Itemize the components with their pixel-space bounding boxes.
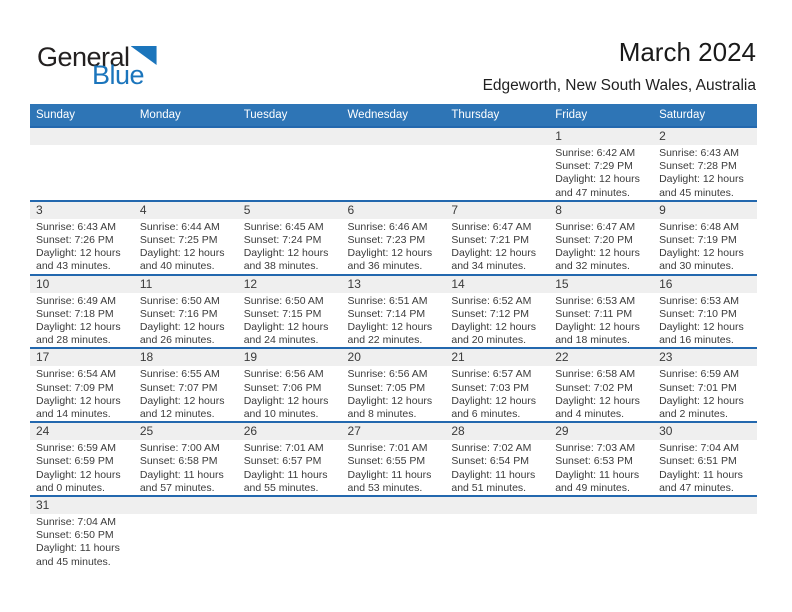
day-detail-line: Daylight: 12 hours [451, 247, 537, 260]
day-detail-line: and 30 minutes. [659, 260, 734, 273]
day-detail-line: Sunrise: 6:42 AM [555, 147, 636, 159]
empty-day-cell [549, 496, 653, 569]
day-detail-line: Sunrise: 6:48 AM [659, 220, 740, 233]
day-detail-line: Sunset: 7:20 PM [555, 234, 633, 247]
day-details [30, 514, 134, 569]
day-cell-13 [342, 275, 446, 349]
day-number: 11 [134, 276, 238, 293]
day-cell-18 [134, 348, 238, 422]
day-details [342, 219, 446, 274]
day-cell-31 [30, 496, 134, 569]
day-detail-line: Sunrise: 6:56 AM [243, 368, 324, 381]
day-details [238, 514, 342, 516]
day-number [238, 497, 342, 514]
day-detail-line: Sunset: 7:29 PM [555, 160, 633, 173]
day-cell-24 [30, 422, 134, 496]
day-detail-line: Sunset: 7:10 PM [659, 307, 737, 320]
day-detail-line: Sunset: 7:21 PM [451, 234, 530, 247]
empty-day-cell [342, 127, 446, 201]
day-detail-line: Sunrise: 7:04 AM [659, 442, 740, 455]
day-detail-line: Daylight: 12 hours [659, 321, 744, 334]
page-title: March 2024 [618, 37, 756, 67]
day-details [30, 366, 134, 421]
day-detail-line: Daylight: 12 hours [243, 321, 329, 334]
day-header-tuesday: Tuesday [238, 104, 342, 127]
day-detail-line: Sunset: 7:12 PM [451, 307, 530, 320]
day-detail-line: Sunset: 7:15 PM [243, 307, 322, 320]
day-number: 9 [653, 202, 757, 219]
day-detail-line: Sunset: 6:50 PM [36, 529, 114, 542]
day-details [549, 440, 653, 495]
calendar-body [30, 127, 757, 569]
day-details [653, 219, 757, 274]
day-detail-line: Sunset: 7:11 PM [555, 307, 633, 320]
day-detail-line: Daylight: 11 hours [243, 468, 328, 481]
day-details [653, 293, 757, 348]
day-number: 29 [549, 423, 653, 440]
day-details [30, 145, 134, 147]
day-number [238, 128, 342, 145]
day-details [342, 366, 446, 421]
day-detail-line: Sunrise: 6:45 AM [243, 220, 324, 233]
day-detail-line: Sunrise: 6:49 AM [36, 294, 116, 307]
day-number [653, 497, 757, 514]
day-detail-line: Daylight: 12 hours [139, 247, 225, 260]
day-detail-line: Sunrise: 6:53 AM [555, 294, 636, 307]
day-detail-line: Sunrise: 7:00 AM [139, 442, 220, 455]
day-detail-line: and 51 minutes. [451, 481, 527, 494]
logo [37, 44, 157, 89]
day-details [445, 293, 549, 348]
day-number: 10 [30, 276, 134, 293]
day-cell-20 [342, 348, 446, 422]
day-detail-line: and 45 minutes. [659, 186, 734, 199]
day-detail-line: Daylight: 11 hours [139, 468, 224, 481]
day-detail-line: Daylight: 12 hours [36, 394, 121, 407]
day-number: 6 [342, 202, 446, 219]
day-number [30, 128, 134, 145]
day-detail-line: Sunrise: 6:43 AM [659, 147, 740, 159]
day-detail-line: and 38 minutes. [243, 260, 319, 273]
day-details [30, 293, 134, 348]
title-block [483, 38, 756, 95]
empty-day-cell [30, 127, 134, 201]
day-number: 20 [342, 349, 446, 366]
empty-day-cell [134, 127, 238, 201]
day-detail-line: Sunrise: 6:43 AM [36, 220, 116, 233]
day-number: 2 [653, 128, 757, 145]
day-detail-line: Daylight: 12 hours [139, 321, 225, 334]
day-cell-5 [238, 201, 342, 275]
day-number: 31 [30, 497, 134, 514]
day-cell-25 [134, 422, 238, 496]
day-number: 13 [342, 276, 446, 293]
day-cell-11 [134, 275, 238, 349]
day-detail-line: and 32 minutes. [555, 260, 630, 273]
day-number: 22 [549, 349, 653, 366]
day-details [653, 145, 757, 200]
logo-text-general: General [37, 42, 130, 72]
day-number [342, 128, 446, 145]
day-detail-line: Daylight: 11 hours [36, 542, 120, 555]
day-details [30, 440, 134, 495]
day-detail-line: Sunset: 6:53 PM [555, 455, 633, 468]
empty-day-cell [238, 127, 342, 201]
day-detail-line: Sunset: 7:16 PM [139, 307, 218, 320]
day-header-thursday: Thursday [445, 104, 549, 127]
day-details [653, 366, 757, 421]
day-detail-line: Sunset: 6:58 PM [139, 455, 218, 468]
day-details [238, 366, 342, 421]
day-detail-line: and 14 minutes. [36, 408, 111, 421]
day-details [134, 366, 238, 421]
day-detail-line: Sunrise: 6:50 AM [243, 294, 324, 307]
day-number: 4 [134, 202, 238, 219]
day-detail-line: Daylight: 12 hours [243, 394, 329, 407]
day-cell-1 [549, 127, 653, 201]
day-details [445, 514, 549, 516]
day-detail-line: and 55 minutes. [243, 481, 319, 494]
day-number: 25 [134, 423, 238, 440]
day-number: 17 [30, 349, 134, 366]
day-details [134, 145, 238, 147]
day-number: 30 [653, 423, 757, 440]
day-detail-line: Sunset: 6:59 PM [36, 455, 114, 468]
day-cell-9 [653, 201, 757, 275]
day-detail-line: and 18 minutes. [555, 334, 630, 347]
day-number: 15 [549, 276, 653, 293]
day-detail-line: Daylight: 11 hours [659, 468, 743, 481]
day-cell-16 [653, 275, 757, 349]
day-detail-line: Sunrise: 6:47 AM [555, 220, 636, 233]
day-detail-line: Sunset: 7:18 PM [36, 307, 114, 320]
day-number: 1 [549, 128, 653, 145]
day-detail-line: and 10 minutes. [243, 408, 319, 421]
day-details [342, 440, 446, 495]
day-detail-line: Sunset: 7:14 PM [347, 307, 426, 320]
day-detail-line: Daylight: 12 hours [555, 247, 640, 260]
day-number [134, 497, 238, 514]
day-detail-line: and 28 minutes. [36, 334, 111, 347]
day-detail-line: Daylight: 12 hours [451, 321, 537, 334]
day-detail-line: and 0 minutes. [36, 481, 105, 494]
week-row [30, 496, 757, 569]
day-detail-line: and 22 minutes. [347, 334, 423, 347]
week-row [30, 127, 757, 201]
day-number: 23 [653, 349, 757, 366]
day-details [445, 219, 549, 274]
day-detail-line: and 47 minutes. [555, 186, 630, 199]
day-detail-line: Sunrise: 7:04 AM [36, 516, 116, 529]
day-detail-line: Sunrise: 7:01 AM [347, 442, 428, 455]
day-cell-23 [653, 348, 757, 422]
empty-day-cell [238, 496, 342, 569]
day-detail-line: and 8 minutes. [347, 408, 417, 421]
day-details [134, 219, 238, 274]
day-detail-line: Sunrise: 6:57 AM [451, 368, 532, 381]
day-detail-line: Sunset: 6:54 PM [451, 455, 530, 468]
empty-day-cell [653, 496, 757, 569]
day-number [445, 128, 549, 145]
week-row [30, 422, 757, 496]
day-details [445, 440, 549, 495]
day-number [342, 497, 446, 514]
day-detail-line: Daylight: 12 hours [243, 247, 329, 260]
day-detail-line: Sunset: 7:26 PM [36, 234, 114, 247]
day-detail-line: Sunrise: 7:03 AM [555, 442, 636, 455]
day-detail-line: Sunrise: 7:01 AM [243, 442, 324, 455]
day-detail-line: Daylight: 12 hours [347, 247, 433, 260]
day-details [445, 366, 549, 421]
page-subtitle: Edgeworth, New South Wales, Australia [482, 76, 756, 94]
day-detail-line: Sunrise: 6:53 AM [659, 294, 740, 307]
day-detail-line: Sunrise: 6:51 AM [347, 294, 428, 307]
day-details [238, 440, 342, 495]
day-details [342, 514, 446, 516]
day-details [30, 219, 134, 274]
day-detail-line: Sunrise: 6:58 AM [555, 368, 636, 381]
day-cell-4 [134, 201, 238, 275]
day-cell-28 [445, 422, 549, 496]
empty-day-cell [134, 496, 238, 569]
day-detail-line: and 57 minutes. [139, 481, 215, 494]
day-detail-line: and 2 minutes. [659, 408, 728, 421]
day-detail-line: Daylight: 11 hours [555, 468, 640, 481]
day-cell-3 [30, 201, 134, 275]
day-cell-8 [549, 201, 653, 275]
day-detail-line: and 16 minutes. [659, 334, 734, 347]
day-cell-17 [30, 348, 134, 422]
empty-day-cell [445, 496, 549, 569]
day-detail-line: Sunset: 7:19 PM [659, 234, 737, 247]
day-details [134, 293, 238, 348]
day-detail-line: Sunset: 7:28 PM [659, 160, 737, 173]
day-details [445, 145, 549, 147]
day-detail-line: Daylight: 12 hours [555, 394, 640, 407]
day-detail-line: and 43 minutes. [36, 260, 111, 273]
day-detail-line: Sunset: 7:03 PM [451, 381, 530, 394]
day-number: 18 [134, 349, 238, 366]
day-detail-line: Sunrise: 6:56 AM [347, 368, 428, 381]
day-details [653, 440, 757, 495]
day-detail-line: Daylight: 12 hours [347, 321, 433, 334]
day-number [445, 497, 549, 514]
day-cell-12 [238, 275, 342, 349]
day-detail-line: Sunset: 7:05 PM [347, 381, 426, 394]
day-detail-line: Daylight: 12 hours [659, 247, 744, 260]
day-details [342, 145, 446, 147]
day-header-monday: Monday [134, 104, 238, 127]
day-detail-line: Sunset: 7:02 PM [555, 381, 633, 394]
day-detail-line: and 4 minutes. [555, 408, 625, 421]
empty-day-cell [445, 127, 549, 201]
day-detail-line: Daylight: 11 hours [347, 468, 432, 481]
day-number: 24 [30, 423, 134, 440]
day-detail-line: Sunrise: 6:59 AM [659, 368, 740, 381]
day-detail-line: Daylight: 12 hours [659, 173, 744, 186]
day-detail-line: Daylight: 11 hours [451, 468, 536, 481]
day-detail-line: Daylight: 12 hours [36, 321, 121, 334]
day-details [549, 219, 653, 274]
day-detail-line: and 20 minutes. [451, 334, 527, 347]
day-cell-29 [549, 422, 653, 496]
day-header-saturday: Saturday [653, 104, 757, 127]
day-detail-line: Sunset: 7:07 PM [139, 381, 218, 394]
day-detail-line: Sunset: 7:09 PM [36, 381, 114, 394]
day-number: 14 [445, 276, 549, 293]
day-number [549, 497, 653, 514]
day-detail-line: and 24 minutes. [243, 334, 319, 347]
day-detail-line: Sunrise: 7:02 AM [451, 442, 532, 455]
day-detail-line: Sunrise: 6:44 AM [139, 220, 220, 233]
day-cell-21 [445, 348, 549, 422]
day-detail-line: Daylight: 12 hours [36, 468, 121, 481]
day-header-wednesday: Wednesday [342, 104, 446, 127]
day-detail-line: Sunset: 7:06 PM [243, 381, 322, 394]
day-detail-line: and 53 minutes. [347, 481, 423, 494]
day-number: 21 [445, 349, 549, 366]
day-cell-2 [653, 127, 757, 201]
day-detail-line: and 26 minutes. [139, 334, 215, 347]
day-detail-line: Daylight: 12 hours [36, 247, 121, 260]
day-detail-line: Daylight: 12 hours [139, 394, 225, 407]
day-detail-line: Sunset: 7:01 PM [659, 381, 737, 394]
day-details [549, 145, 653, 200]
calendar-table [30, 104, 757, 569]
day-number: 12 [238, 276, 342, 293]
day-cell-22 [549, 348, 653, 422]
day-detail-line: Sunrise: 6:52 AM [451, 294, 532, 307]
day-details [549, 293, 653, 348]
day-detail-line: Sunset: 7:25 PM [139, 234, 218, 247]
day-details [238, 145, 342, 147]
day-details [549, 514, 653, 516]
day-number: 28 [445, 423, 549, 440]
day-detail-line: and 47 minutes. [659, 481, 734, 494]
day-details [238, 219, 342, 274]
logo-text-blue: Blue [92, 60, 145, 90]
day-detail-line: Sunrise: 6:50 AM [139, 294, 220, 307]
day-detail-line: Daylight: 12 hours [347, 394, 433, 407]
day-number: 3 [30, 202, 134, 219]
day-details [653, 514, 757, 516]
day-detail-line: Sunset: 7:23 PM [347, 234, 426, 247]
day-detail-line: and 6 minutes. [451, 408, 521, 421]
calendar-header [30, 104, 757, 127]
day-detail-line: Sunrise: 6:54 AM [36, 368, 116, 381]
week-row [30, 275, 757, 349]
day-details [549, 366, 653, 421]
day-cell-6 [342, 201, 446, 275]
day-detail-line: Sunset: 7:24 PM [243, 234, 322, 247]
day-detail-line: and 34 minutes. [451, 260, 527, 273]
day-detail-line: Daylight: 12 hours [555, 321, 640, 334]
day-number: 26 [238, 423, 342, 440]
day-cell-14 [445, 275, 549, 349]
day-detail-line: and 12 minutes. [139, 408, 215, 421]
day-detail-line: and 45 minutes. [36, 555, 111, 568]
day-cell-10 [30, 275, 134, 349]
day-number: 16 [653, 276, 757, 293]
day-detail-line: Sunrise: 6:46 AM [347, 220, 428, 233]
day-cell-19 [238, 348, 342, 422]
day-details [238, 293, 342, 348]
day-detail-line: Daylight: 12 hours [659, 394, 744, 407]
day-details [134, 440, 238, 495]
day-detail-line: Sunrise: 6:55 AM [139, 368, 220, 381]
day-detail-line: and 36 minutes. [347, 260, 423, 273]
day-detail-line: Daylight: 12 hours [555, 173, 640, 186]
day-number: 7 [445, 202, 549, 219]
day-cell-15 [549, 275, 653, 349]
day-number: 5 [238, 202, 342, 219]
day-details [134, 514, 238, 516]
day-cell-27 [342, 422, 446, 496]
day-header-friday: Friday [549, 104, 653, 127]
day-number: 19 [238, 349, 342, 366]
week-row [30, 201, 757, 275]
day-detail-line: Sunset: 6:51 PM [659, 455, 737, 468]
day-cell-7 [445, 201, 549, 275]
calendar [30, 104, 757, 569]
week-row [30, 348, 757, 422]
day-header-sunday: Sunday [30, 104, 134, 127]
day-detail-line: Sunrise: 6:47 AM [451, 220, 532, 233]
day-header-row [30, 104, 757, 127]
day-detail-line: Sunset: 6:57 PM [243, 455, 322, 468]
day-detail-line: Sunset: 6:55 PM [347, 455, 426, 468]
day-detail-line: Sunrise: 6:59 AM [36, 442, 116, 455]
day-detail-line: and 40 minutes. [139, 260, 215, 273]
day-number: 27 [342, 423, 446, 440]
day-number [134, 128, 238, 145]
day-details [342, 293, 446, 348]
day-cell-26 [238, 422, 342, 496]
day-cell-30 [653, 422, 757, 496]
day-detail-line: and 49 minutes. [555, 481, 630, 494]
day-number: 8 [549, 202, 653, 219]
empty-day-cell [342, 496, 446, 569]
day-detail-line: Daylight: 12 hours [451, 394, 537, 407]
